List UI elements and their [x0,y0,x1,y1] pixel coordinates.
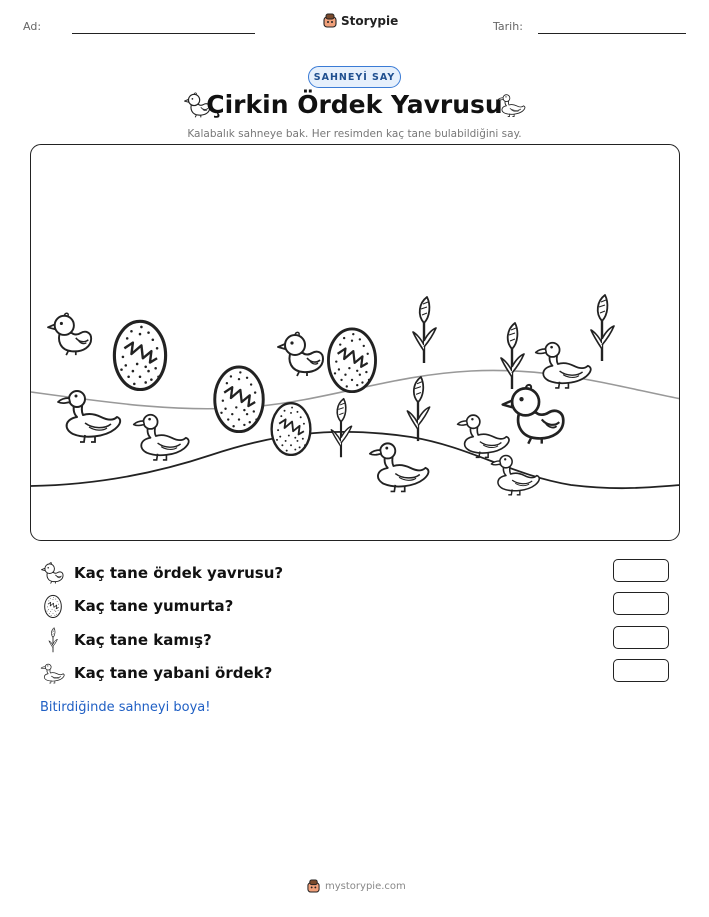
date-line[interactable] [538,33,686,34]
question-duckling [40,560,283,586]
reed-icon [47,627,59,653]
question-text: Kaç tane yumurta? [74,597,234,615]
finish-note: Bitirdiğinde sahneyi boya! [40,700,211,715]
name-label: Ad: [23,20,42,33]
reed-icon [407,377,429,441]
activity-badge: SAHNEYİ SAY [308,66,401,88]
wild-duck-icon [497,92,527,118]
question-wild-duck [40,660,272,686]
answer-box-reed[interactable] [613,626,669,649]
egg-icon [114,321,165,389]
wild-duck-icon [134,415,189,460]
footer-url[interactable]: mystorypie.com [325,880,406,892]
counting-scene[interactable] [30,144,680,541]
wild-duck-icon [40,662,66,684]
page-title: Çirkin Ördek Yavrusu [206,90,503,119]
name-line[interactable] [72,33,255,34]
wild-duck-icon [536,343,591,388]
answer-box-duckling[interactable] [613,559,669,582]
answer-box-egg[interactable] [613,592,669,615]
question-reed [40,627,212,653]
wild-duck-icon [370,443,429,491]
question-text: Kaç tane kamış? [74,631,212,649]
storypie-logo-icon [323,13,337,28]
brand-name: Storypie [341,13,399,28]
storypie-logo-icon [307,879,320,893]
duckling-icon [48,313,91,355]
date-label: Tarih: [493,20,523,33]
reed-icon [501,323,524,389]
answer-box-wild-duck[interactable] [613,659,669,682]
egg-icon [328,329,375,392]
question-text: Kaç tane yabani ördek? [74,664,273,682]
reed-icon [591,295,614,361]
duckling-icon [41,562,65,584]
question-egg [40,593,233,619]
egg-icon [43,594,63,618]
reed-icon [413,297,436,363]
reed-icon [331,399,351,457]
wild-duck-icon [58,391,120,442]
duckling-icon [503,385,564,444]
question-text: Kaç tane ördek yavrusu? [74,564,284,582]
front-ground-line [31,432,680,488]
duckling-icon [278,332,323,376]
footer [307,879,406,893]
egg-icon [215,367,263,432]
brand-logo [323,13,398,28]
egg-icon [272,403,311,455]
scene-illustration [31,145,680,541]
page-subtitle: Kalabalık sahneye bak. Her resimden kaç tane bulabildiğini say. [187,128,522,140]
